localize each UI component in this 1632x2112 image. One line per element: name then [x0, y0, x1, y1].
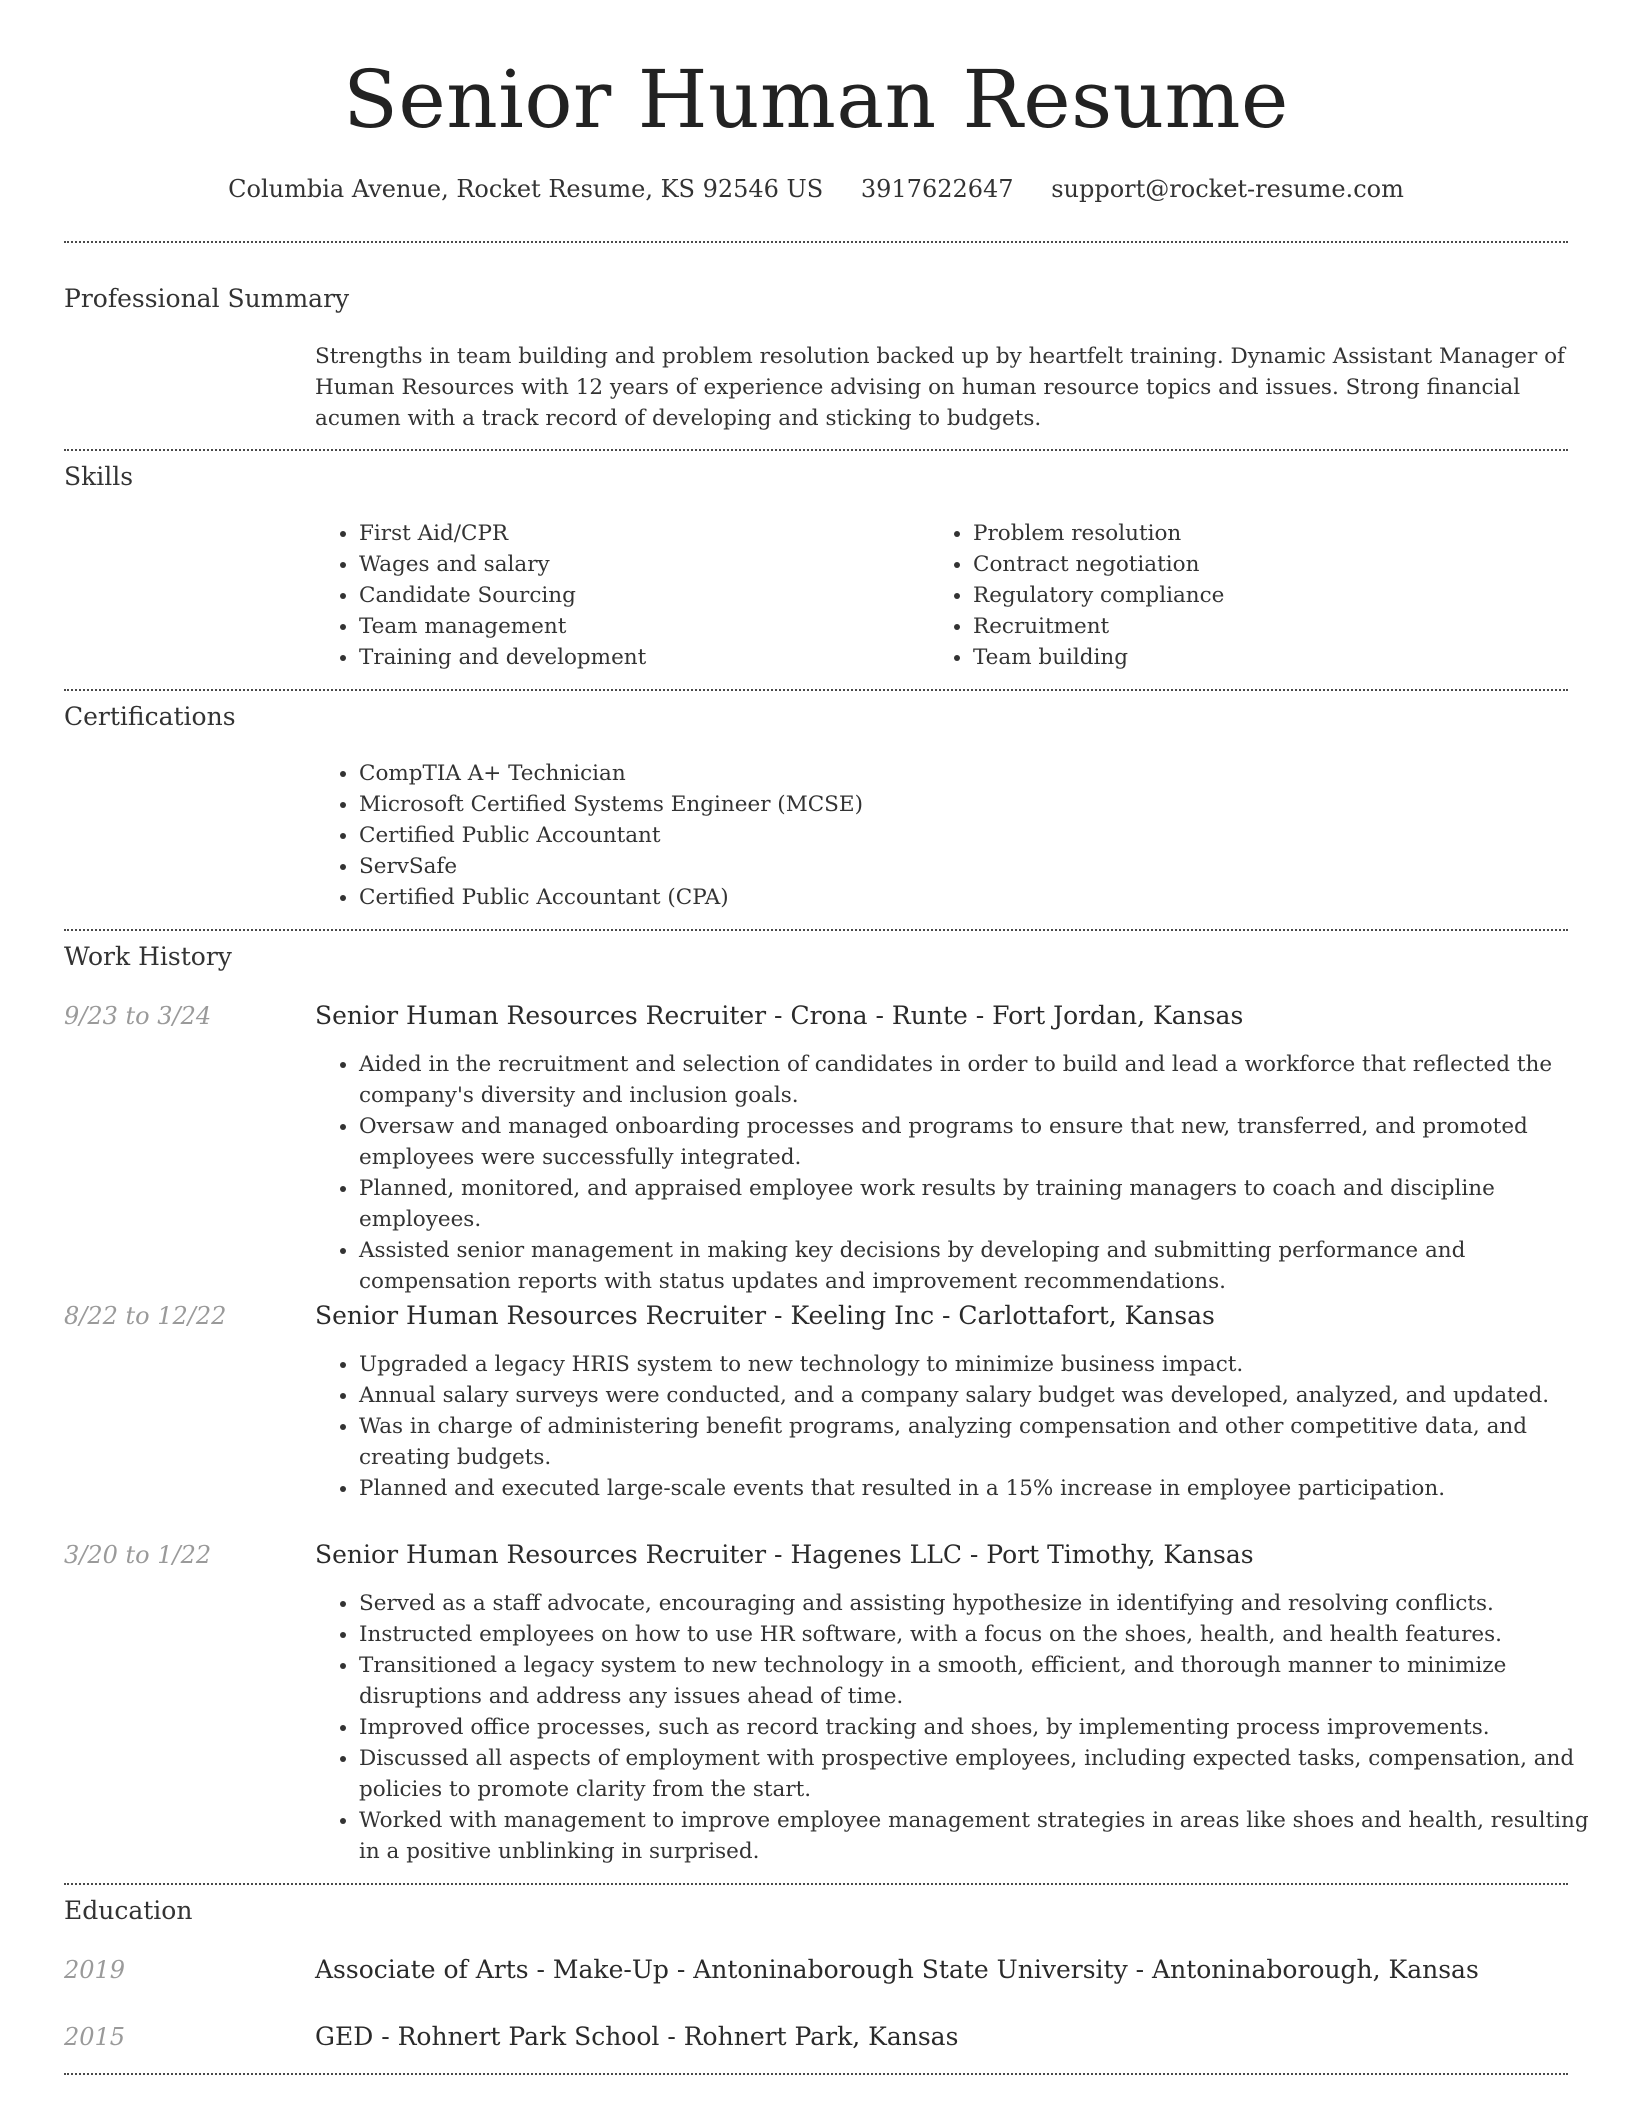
education-year: 2019	[64, 1956, 126, 1984]
skill-item: • Wages and salary	[359, 549, 919, 580]
summary-text: Strengths in team building and problem resolution backed up by heartfelt training. Dynamic Assistant Manager of Human Resources with 12 years of experience advising on human resource topics and issues. Strong financial acumen with a track record of developing and sticking to budgets.	[315, 344, 1565, 431]
contact-phone: 3917622647	[860, 175, 1014, 203]
skills-list-left	[315, 518, 919, 673]
duty-item: • Assisted senior management in making key decisions by developing and submitting performance and compensation reports with status updates and improvement recommendations.	[359, 1235, 1614, 1297]
education-heading: Education	[64, 1896, 193, 1925]
section-divider	[64, 929, 1568, 931]
contact-line	[0, 172, 1632, 206]
section-divider	[64, 2073, 1568, 2075]
skill-item: • Problem resolution	[973, 518, 1573, 549]
job-duties	[315, 1049, 1614, 1297]
work-history-heading: Work History	[64, 942, 232, 971]
skills-heading: Skills	[64, 462, 134, 491]
duty-item: • Transitioned a legacy system to new technology in a smooth, efficient, and thorough manner to minimize disruptions and address any issues ahead of time.	[359, 1650, 1614, 1712]
job-duties	[315, 1588, 1614, 1867]
certification-item: • ServSafe	[359, 851, 1559, 882]
duty-item: • Planned, monitored, and appraised employee work results by training managers to coach and discipline employees.	[359, 1173, 1614, 1235]
duty-item: • Served as a staff advocate, encouraging and assisting hypothesize in identifying and resolving conflicts.	[359, 1588, 1614, 1619]
summary-heading: Professional Summary	[64, 284, 350, 313]
job-duties	[315, 1349, 1614, 1504]
certification-item: • Microsoft Certified Systems Engineer (MCSE)	[359, 789, 1559, 820]
duty-item: • Worked with management to improve employee management strategies in areas like shoes and health, resulting in a positive unblinking in surprised.	[359, 1805, 1614, 1867]
education-degree: Associate of Arts - Make-Up - Antoninaborough State University - Antoninaborough, Kansas	[315, 1955, 1479, 1984]
duty-item: • Oversaw and managed onboarding processes and programs to ensure that new, transferred, and promoted employees were successfully integrated.	[359, 1111, 1614, 1173]
duty-item: • Discussed all aspects of employment with prospective employees, including expected tasks, compensation, and policies to promote clarity from the start.	[359, 1743, 1614, 1805]
section-divider	[64, 1883, 1568, 1885]
skills-list-right	[929, 518, 1573, 673]
duty-item: • Instructed employees on how to use HR software, with a focus on the shoes, health, and health features.	[359, 1619, 1614, 1650]
job-dates: 9/23 to 3/24	[64, 1002, 212, 1030]
skill-item: • Regulatory compliance	[973, 580, 1573, 611]
contact-address: Columbia Avenue, Rocket Resume, KS 92546 US	[228, 175, 824, 203]
certifications-list	[315, 758, 1559, 913]
certification-item: • Certified Public Accountant (CPA)	[359, 882, 1559, 913]
contact-email: support@rocket-resume.com	[1051, 175, 1404, 203]
skill-item: • Team building	[973, 642, 1573, 673]
certification-item: • Certified Public Accountant	[359, 820, 1559, 851]
job-title: Senior Human Resources Recruiter - Hagenes LLC - Port Timothy, Kansas	[315, 1540, 1254, 1569]
resume-name: Senior Human Resume	[343, 53, 1289, 146]
certification-item: • CompTIA A+ Technician	[359, 758, 1559, 789]
education-year: 2015	[64, 2023, 126, 2051]
skill-item: • Training and development	[359, 642, 919, 673]
section-divider	[64, 449, 1568, 451]
skill-item: • Team management	[359, 611, 919, 642]
section-divider	[64, 689, 1568, 691]
duty-item: • Improved office processes, such as record tracking and shoes, by implementing process improvements.	[359, 1712, 1614, 1743]
job-dates: 8/22 to 12/22	[64, 1302, 227, 1330]
job-dates: 3/20 to 1/22	[64, 1541, 212, 1569]
duty-item: • Aided in the recruitment and selection of candidates in order to build and lead a workforce that reflected the company's diversity and inclusion goals.	[359, 1049, 1614, 1111]
skill-item: • Candidate Sourcing	[359, 580, 919, 611]
skill-item: • Recruitment	[973, 611, 1573, 642]
duty-item: • Was in charge of administering benefit programs, analyzing compensation and other competitive data, and creating budgets.	[359, 1411, 1614, 1473]
duty-item: • Upgraded a legacy HRIS system to new technology to minimize business impact.	[359, 1349, 1614, 1380]
skill-item: • Contract negotiation	[973, 549, 1573, 580]
education-degree: GED - Rohnert Park School - Rohnert Park, Kansas	[315, 2022, 959, 2051]
section-divider	[64, 241, 1568, 243]
job-title: Senior Human Resources Recruiter - Crona - Runte - Fort Jordan, Kansas	[315, 1001, 1244, 1030]
duty-item: • Planned and executed large-scale events that resulted in a 15% increase in employee participation.	[359, 1473, 1614, 1504]
duty-item: • Annual salary surveys were conducted, and a company salary budget was developed, analyzed, and updated.	[359, 1380, 1614, 1411]
job-title: Senior Human Resources Recruiter - Keeling Inc - Carlottafort, Kansas	[315, 1301, 1215, 1330]
certifications-heading: Certifications	[64, 702, 236, 731]
skill-item: • First Aid/CPR	[359, 518, 919, 549]
